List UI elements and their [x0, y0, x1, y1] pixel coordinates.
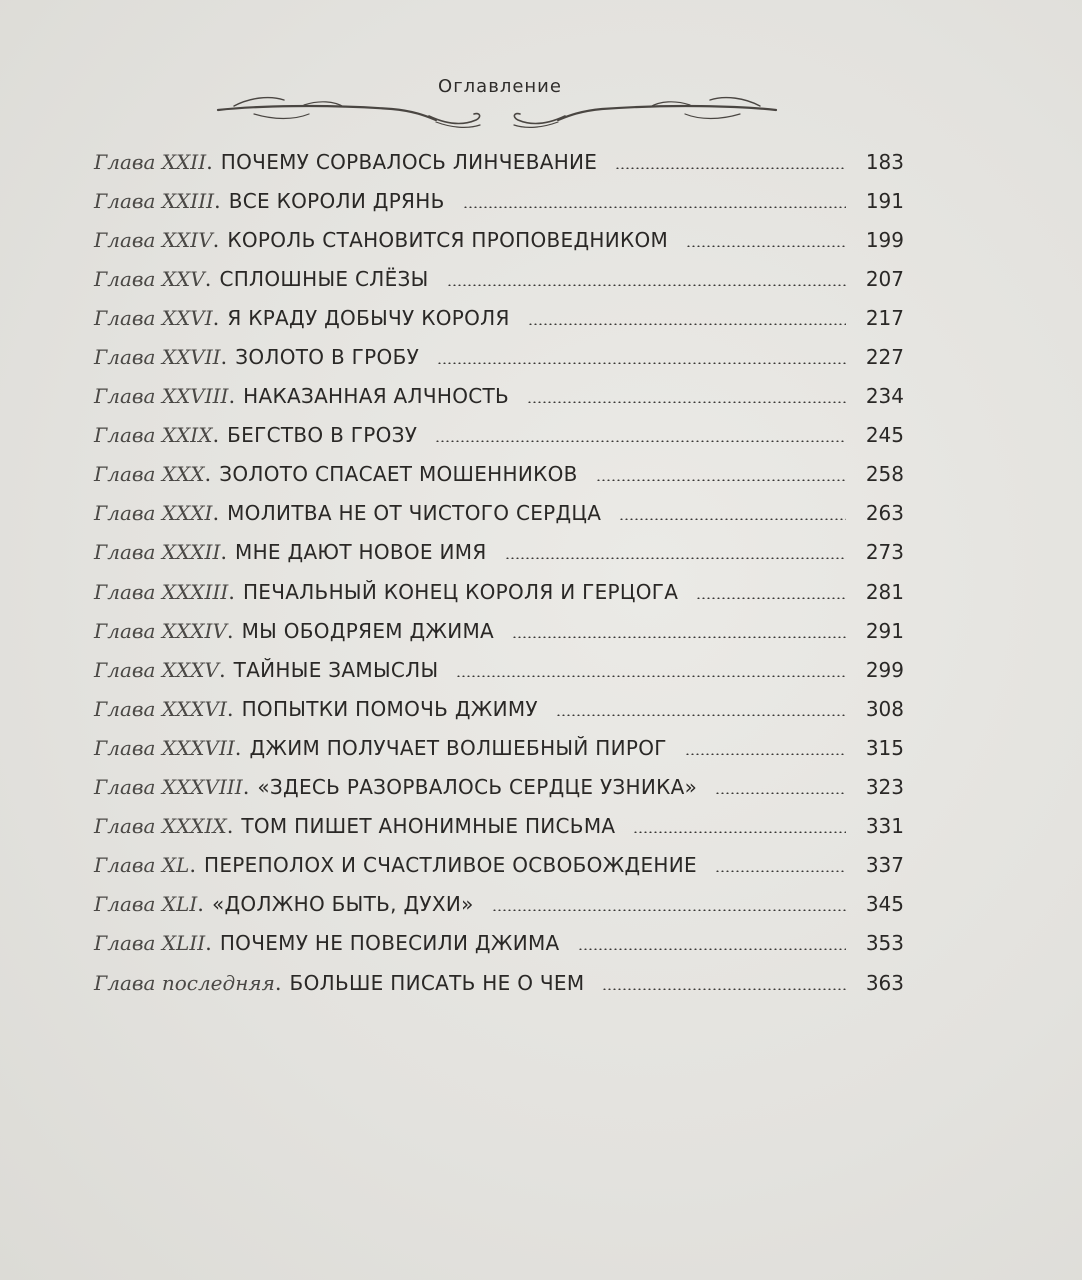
dot-leader [715, 792, 846, 794]
chapter-number: Глава XXXII [94, 540, 221, 565]
toc-entry [94, 220, 904, 259]
page-number: 183 [865, 149, 904, 174]
page-number: 291 [865, 618, 904, 643]
dot-leader [437, 362, 846, 364]
page-number: 199 [865, 227, 904, 252]
page-number: 345 [865, 892, 904, 917]
chapter-number: Глава XXVI [94, 305, 213, 330]
dot-leader [696, 597, 846, 599]
dot-leader [456, 675, 846, 677]
chapter-number: Глава последняя [94, 970, 275, 995]
chapter-title: НАКАЗАННАЯ АЛЧНОСТЬ [243, 384, 510, 409]
chapter-number: Глава XLII [94, 931, 206, 956]
chapter-number: Глава XXXI [94, 501, 213, 526]
chapter-title: БОЛЬШЕ ПИСАТЬ НЕ О ЧЕМ [289, 970, 585, 995]
chapter-separator: . [189, 853, 197, 878]
toc-entry [94, 963, 904, 1002]
chapter-title: ПЕРЕПОЛОХ И СЧАСТЛИВОЕ ОСВОБОЖДЕНИЕ [204, 853, 697, 878]
chapter-title: ДЖИМ ПОЛУЧАЕТ ВОЛШЕБНЫЙ ПИРОГ [249, 735, 667, 760]
dot-leader [505, 557, 846, 559]
chapter-separator: . [204, 462, 212, 487]
dot-leader [556, 714, 846, 716]
toc-entry [94, 768, 904, 807]
chapter-title: ПОЧЕМУ СОРВАЛОСЬ ЛИНЧЕВАНИЕ [220, 149, 598, 174]
chapter-title: МЫ ОБОДРЯЕМ ДЖИМА [241, 618, 495, 643]
page-number: 353 [865, 931, 904, 956]
chapter-separator: . [220, 345, 228, 370]
chapter-title: ПОПЫТКИ ПОМОЧЬ ДЖИМУ [241, 696, 538, 721]
toc-entry [94, 416, 904, 455]
chapter-title: ТАЙНЫЕ ЗАМЫСЛЫ [233, 657, 439, 682]
chapter-separator: . [226, 618, 234, 643]
chapter-title: ЗОЛОТО СПАСАЕТ МОШЕННИКОВ [219, 462, 578, 487]
chapter-title: СПЛОШНЫЕ СЛЁЗЫ [219, 266, 429, 291]
dot-leader [715, 870, 846, 872]
page-number: 273 [865, 540, 904, 565]
page-number: 234 [865, 384, 904, 409]
chapter-title: «ЗДЕСЬ РАЗОРВАЛОСЬ СЕРДЦЕ УЗНИКА» [257, 775, 698, 800]
chapter-separator: . [242, 775, 250, 800]
toc-entry [94, 611, 904, 650]
dot-leader [633, 831, 846, 833]
chapter-title: ЗОЛОТО В ГРОБУ [235, 345, 420, 370]
chapter-title: ПЕЧАЛЬНЫЙ КОНЕЦ КОРОЛЯ И ГЕРЦОГА [242, 579, 679, 604]
dot-leader [685, 753, 846, 755]
page-number: 217 [865, 305, 904, 330]
toc-entry [94, 298, 904, 337]
chapter-title: КОРОЛЬ СТАНОВИТСЯ ПРОПОВЕДНИКОМ [227, 227, 669, 252]
chapter-number: Глава XXIX [94, 423, 213, 448]
toc-entry [94, 337, 904, 376]
chapter-separator: . [218, 657, 226, 682]
chapter-separator: . [220, 540, 228, 565]
chapter-title: БЕГСТВО В ГРОЗУ [227, 423, 418, 448]
chapter-title: ТОМ ПИШЕТ АНОНИМНЫЕ ПИСЬМА [241, 814, 616, 839]
chapter-number: Глава XXXIX [94, 814, 227, 839]
toc-entry [94, 455, 904, 494]
dot-leader [602, 988, 846, 990]
chapter-separator: . [212, 227, 220, 252]
dot-leader [435, 440, 846, 442]
chapter-separator: . [214, 188, 221, 213]
page-number: 245 [865, 423, 904, 448]
chapter-number: Глава XXV [94, 266, 205, 291]
chapter-separator: . [212, 501, 220, 526]
chapter-separator: . [206, 149, 213, 174]
chapter-separator: . [228, 579, 235, 604]
page-number: 331 [865, 814, 904, 839]
toc-entry [94, 807, 904, 846]
chapter-separator: . [226, 696, 234, 721]
toc-entry [94, 650, 904, 689]
page-number: 315 [865, 735, 904, 760]
toc-entry [94, 377, 904, 416]
toc-entry [94, 181, 904, 220]
chapter-number: Глава XXXV [94, 657, 219, 682]
toc-entry [94, 533, 904, 572]
dot-leader [686, 245, 846, 247]
dot-leader [492, 909, 846, 911]
chapter-number: Глава XXIII [94, 188, 214, 213]
page-number: 363 [865, 970, 904, 995]
chapter-title: ВСЕ КОРОЛИ ДРЯНЬ [228, 188, 445, 213]
chapter-separator: . [234, 735, 242, 760]
chapter-title: МОЛИТВА НЕ ОТ ЧИСТОГО СЕРДЦА [227, 501, 602, 526]
toc-entry [94, 259, 904, 298]
page-number: 323 [865, 775, 904, 800]
chapter-number: Глава XXXVIII [94, 775, 243, 800]
page-number: 337 [865, 853, 904, 878]
toc-entry [94, 494, 904, 533]
chapter-separator: . [228, 384, 236, 409]
dot-leader [463, 206, 846, 208]
chapter-separator: . [197, 892, 204, 917]
chapter-separator: . [204, 266, 212, 291]
page-number: 263 [865, 501, 904, 526]
toc-entry [94, 572, 904, 611]
chapter-number: Глава XXVIII [94, 384, 229, 409]
toc-entry [94, 846, 904, 885]
dot-leader [615, 167, 846, 169]
chapter-number: Глава XXII [94, 149, 207, 174]
table-of-contents [94, 142, 904, 1002]
dot-leader [447, 284, 846, 286]
toc-entry [94, 689, 904, 728]
chapter-title: МНЕ ДАЮТ НОВОЕ ИМЯ [235, 540, 487, 565]
chapter-number: Глава XXXVII [94, 735, 235, 760]
page-number: 258 [865, 462, 904, 487]
dot-leader [528, 323, 846, 325]
dot-leader [619, 518, 846, 520]
chapter-number: Глава XXIV [94, 227, 213, 252]
decorative-flourish-icon [214, 92, 780, 132]
chapter-number: Глава XLI [94, 892, 198, 917]
page-number: 191 [865, 188, 904, 213]
dot-leader [578, 948, 847, 950]
chapter-separator: . [226, 814, 234, 839]
dot-leader [527, 401, 846, 403]
chapter-number: Глава XXXIII [94, 579, 229, 604]
toc-entry [94, 728, 904, 767]
chapter-number: Глава XXXIV [94, 618, 227, 643]
page-number: 227 [865, 345, 904, 370]
chapter-separator: . [212, 305, 220, 330]
page-title: Оглавление [438, 76, 562, 97]
chapter-number: Глава XXX [94, 462, 205, 487]
dot-leader [596, 479, 846, 481]
chapter-separator: . [274, 970, 282, 995]
page-number: 308 [865, 696, 904, 721]
chapter-separator: . [205, 931, 212, 956]
page-number: 207 [865, 266, 904, 291]
chapter-title: «ДОЛЖНО БЫТЬ, ДУХИ» [211, 892, 474, 917]
chapter-number: Глава XXXVI [94, 696, 227, 721]
chapter-title: ПОЧЕМУ НЕ ПОВЕСИЛИ ДЖИМА [219, 931, 560, 956]
chapter-number: Глава XL [94, 853, 190, 878]
dot-leader [512, 636, 846, 638]
chapter-title: Я КРАДУ ДОБЫЧУ КОРОЛЯ [227, 305, 510, 330]
chapter-number: Глава XXVII [94, 345, 221, 370]
page-number: 281 [865, 579, 904, 604]
page-number: 299 [865, 657, 904, 682]
chapter-separator: . [212, 423, 220, 448]
toc-entry [94, 924, 904, 963]
toc-entry [94, 142, 904, 181]
toc-entry [94, 885, 904, 924]
